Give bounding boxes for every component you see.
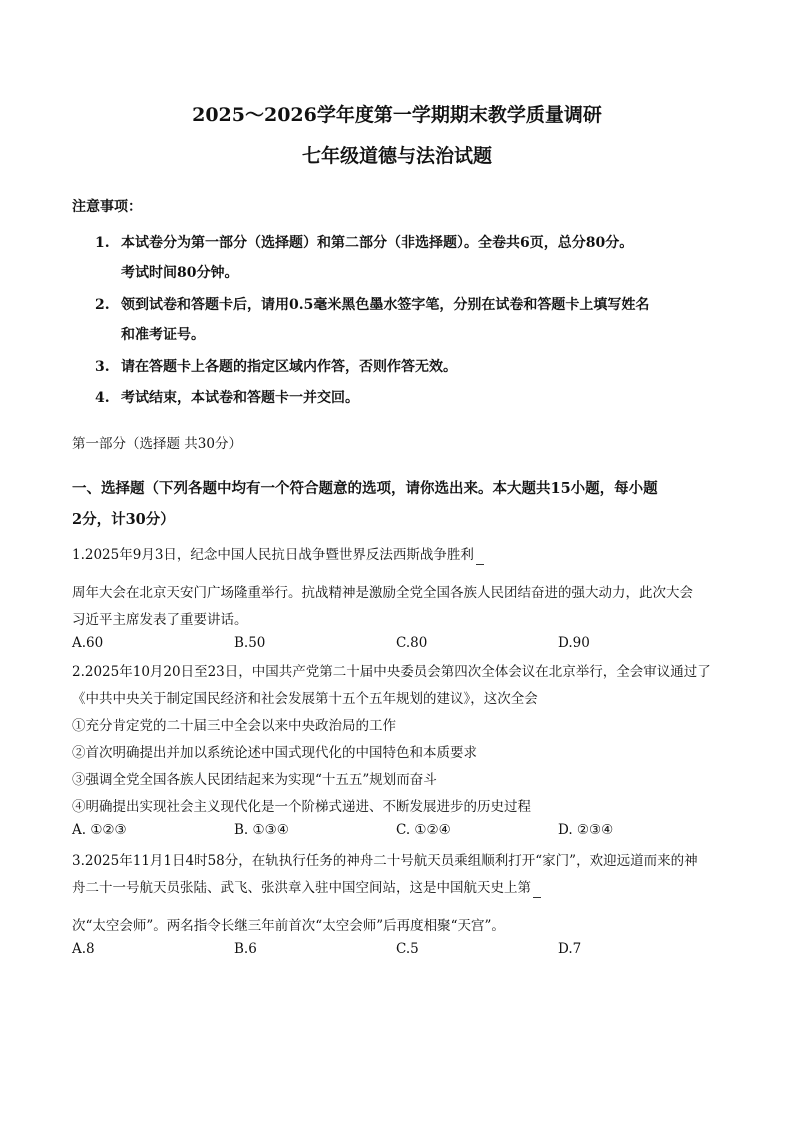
section-title-cont: 2分，计30分） <box>72 511 175 528</box>
answer-blank <box>533 883 541 898</box>
option-b: B.50 <box>234 635 266 651</box>
option-d: D. ②③④ <box>558 822 614 838</box>
option-a: A. ①②③ <box>72 822 127 838</box>
question-3-text: 舟二十一号航天员张陆、武飞、张洪章入驻中国空间站，这是中国航天史上第 <box>72 880 531 896</box>
question-3-stem: 3.2025年11月1日4时58分，在轨执行任务的神舟二十号航天员乘组顺利打开“家门”，欢迎远道而来的神 <box>72 853 698 869</box>
option-b: B.6 <box>234 941 257 957</box>
answer-blank <box>476 550 484 565</box>
option-a: A.60 <box>72 635 104 651</box>
question-2-stem: 2.2025年10月20日至23日，中国共产党第二十届中央委员会第四次全体会议在北京举行，全会审议通过了 <box>72 664 711 680</box>
exam-subtitle: 七年级道德与法治试题 <box>301 145 492 167</box>
option-a: A.8 <box>72 941 95 957</box>
option-d: D.90 <box>558 635 590 651</box>
statement-3: ③强调全党全国各族人民团结起来为实现“十五五”规划而奋斗 <box>72 772 437 788</box>
exam-title: 2025～2026学年度第一学期期末教学质量调研 <box>192 104 602 126</box>
notice-text-cont: 考试时间80分钟。 <box>121 265 239 281</box>
option-c: C.5 <box>396 941 419 957</box>
question-3-stem-cont: 次“太空会师”。两名指令长继三年前首次“太空会师”后再度相聚“天宫”。 <box>72 918 505 934</box>
statement-2: ②首次明确提出并加以系统论述中国式现代化的中国特色和本质要求 <box>72 745 477 761</box>
question-3-stem-cont <box>72 876 541 898</box>
notice-number: 3. <box>95 359 110 375</box>
question-1-stem-cont: 习近平主席发表了重要讲话。 <box>72 612 248 628</box>
part-label: 第一部分（选择题 共30分） <box>72 436 242 452</box>
question-2-stem-cont: 《中共中央关于制定国民经济和社会发展第十五个五年规划的建议》，这次全会 <box>72 691 538 707</box>
notice-text: 请在答题卡上各题的指定区域内作答，否则作答无效。 <box>121 359 457 375</box>
notice-item <box>95 356 735 376</box>
option-d: D.7 <box>558 941 582 957</box>
option-c: C.80 <box>396 635 428 651</box>
question-1-stem <box>72 543 484 565</box>
notice-item <box>95 294 735 343</box>
notice-item <box>95 387 735 407</box>
statement-4: ④明确提出实现社会主义现代化是一个阶梯式递进、不断发展进步的历史过程 <box>72 799 531 815</box>
option-b: B. ①③④ <box>234 822 289 838</box>
notice-heading: 注意事项： <box>72 199 142 215</box>
section-title: 一、选择题（下列各题中均有一个符合题意的选项，请你选出来。本大题共15小题，每小题 <box>72 480 658 497</box>
question-1-text: 1.2025年9月3日，纪念中国人民抗日战争暨世界反法西斯战争胜利 <box>72 547 474 563</box>
notice-text: 领到试卷和答题卡后，请用0.5毫米黑色墨水签字笔，分别在试卷和答题卡上填写姓名 <box>121 297 650 313</box>
question-1-stem-cont: 周年大会在北京天安门广场隆重举行。抗战精神是激励全党全国各族人民团结奋进的强大动力，此次大会 <box>72 585 693 601</box>
notice-number: 2. <box>95 297 110 313</box>
notice-number: 4. <box>95 390 110 406</box>
notice-text: 考试结束，本试卷和答题卡一并交回。 <box>121 390 359 406</box>
option-c: C. ①②④ <box>396 822 451 838</box>
notice-item <box>95 232 735 281</box>
notice-number: 1. <box>95 235 110 251</box>
notice-text: 本试卷分为第一部分（选择题）和第二部分（非选择题）。全卷共6页，总分80分。 <box>121 235 634 251</box>
notice-text-cont: 和准考证号。 <box>121 327 205 343</box>
statement-1: ①充分肯定党的二十届三中全会以来中央政治局的工作 <box>72 718 396 734</box>
